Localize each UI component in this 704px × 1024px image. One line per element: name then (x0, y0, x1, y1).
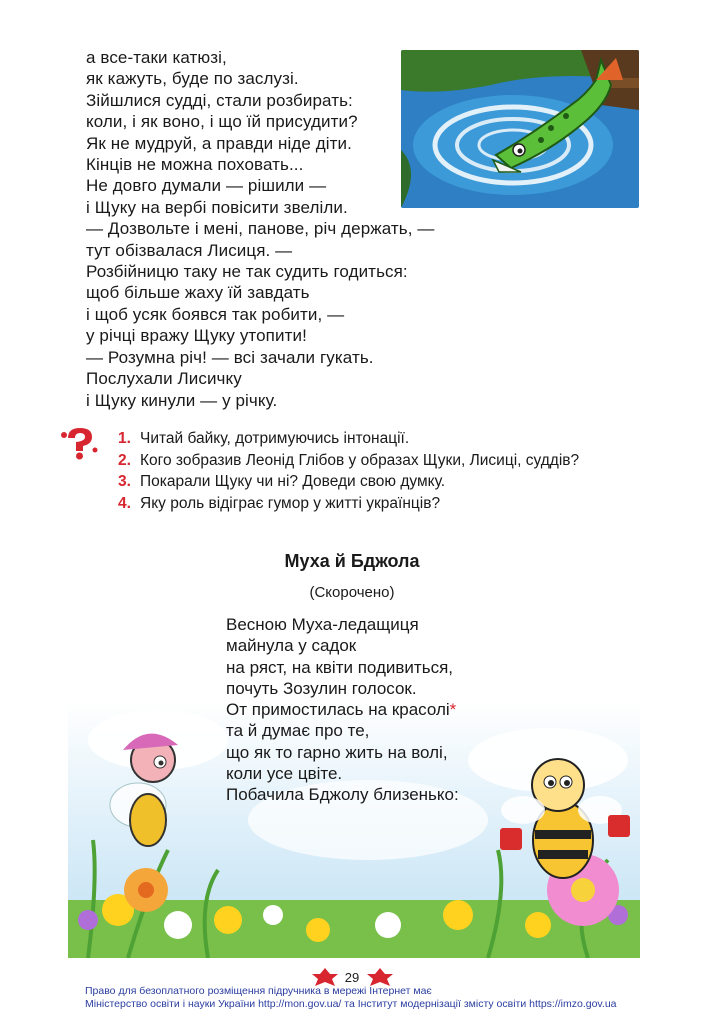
poem-part2 (226, 614, 459, 806)
question-text: Покарали Щуку чи ні? Доведи свою думку. (140, 473, 446, 490)
poem-line: Весною Муха-ледащиця (226, 615, 419, 634)
footer-line: Міністерство освіти і науки України http://mon.gov.ua/ та Інститут модернізації змісту освіти https://imzo.gov.ua (85, 998, 617, 1010)
poem-line: Як не мудруй, а правди ніде діти. (86, 133, 352, 153)
footer-line: Право для безоплатного розміщення підручника в мережі Інтернет має (85, 985, 432, 997)
question-text: Читай байку, дотримуючись інтонації. (140, 430, 410, 447)
question-number: 4. (118, 494, 131, 512)
question-text: Кого зобразив Леонід Глібов у образах Щуки, Лисиці, суддів? (140, 451, 580, 469)
question-mark-icon (60, 426, 98, 460)
question-item (118, 450, 579, 472)
pike-illustration (401, 50, 639, 208)
footer-notice (85, 985, 617, 1011)
poem-line: — Дозвольте і мені, панове, річ держать, — (86, 219, 435, 239)
poem-line: Побачила Бджолу близенько: (226, 785, 459, 805)
footnote-mark: * (449, 700, 457, 720)
poem-line: почуть Зозулин голосок. (226, 678, 417, 698)
poem-line: коли, і як воно, і що їй присудити? (86, 112, 358, 132)
question-number: 2. (118, 451, 131, 469)
question-number: 1. (118, 430, 131, 447)
poem-line: на ряст, на квіти подивиться, (226, 657, 454, 677)
poem-line: та й думає про те, (226, 721, 370, 741)
question-number: 3. (118, 473, 131, 490)
fable-subtitle: (Скорочено) (309, 584, 395, 601)
question-item (118, 493, 579, 515)
poem-line: Кінців не можна поховать... (86, 155, 304, 175)
question-item (118, 471, 579, 493)
poem-line: майнула у садок (226, 636, 357, 656)
question-text: Яку роль відіграє гумор у житті українців? (140, 494, 441, 512)
poem-line: і Щуку кинули — у річку. (86, 390, 278, 410)
poem-line: — Розумна річ! — всі зачали гукать. (86, 347, 374, 367)
poem-line: у річці вражу Щуку утопити! (86, 326, 307, 346)
poem-line: що як то гарно жить на волі, (226, 742, 448, 762)
poem-line: тут обізвалася Лисиця. — (86, 240, 293, 260)
poem-line-text: От примостилась на красолі (226, 700, 450, 720)
poem-line (226, 699, 459, 720)
poem-line: Не довго думали — рішили — (86, 176, 327, 196)
page-number: 29 (344, 970, 360, 985)
questions-list (118, 428, 579, 514)
poem-line: і Щуку на вербі повісити звеліли. (86, 197, 348, 217)
poem-line: Зійшлися судді, стали розбирать: (86, 90, 353, 110)
poem-line: щоб більше жаху їй завдать (86, 283, 310, 303)
poem-line: Розбійницю таку не так судить годиться: (86, 262, 408, 282)
fable-title: Муха й Бджола (284, 551, 420, 571)
poem-line: як кажуть, буде по заслузі. (86, 69, 299, 89)
poem-line: коли усе цвіте. (226, 764, 343, 784)
poem-line: і щоб усяк боявся так робити, — (86, 304, 345, 324)
poem-part1 (86, 47, 435, 411)
poem-line: а все-таки катюзі, (86, 48, 227, 67)
poem-line: Послухали Лисичку (86, 369, 242, 389)
question-item (118, 428, 579, 450)
